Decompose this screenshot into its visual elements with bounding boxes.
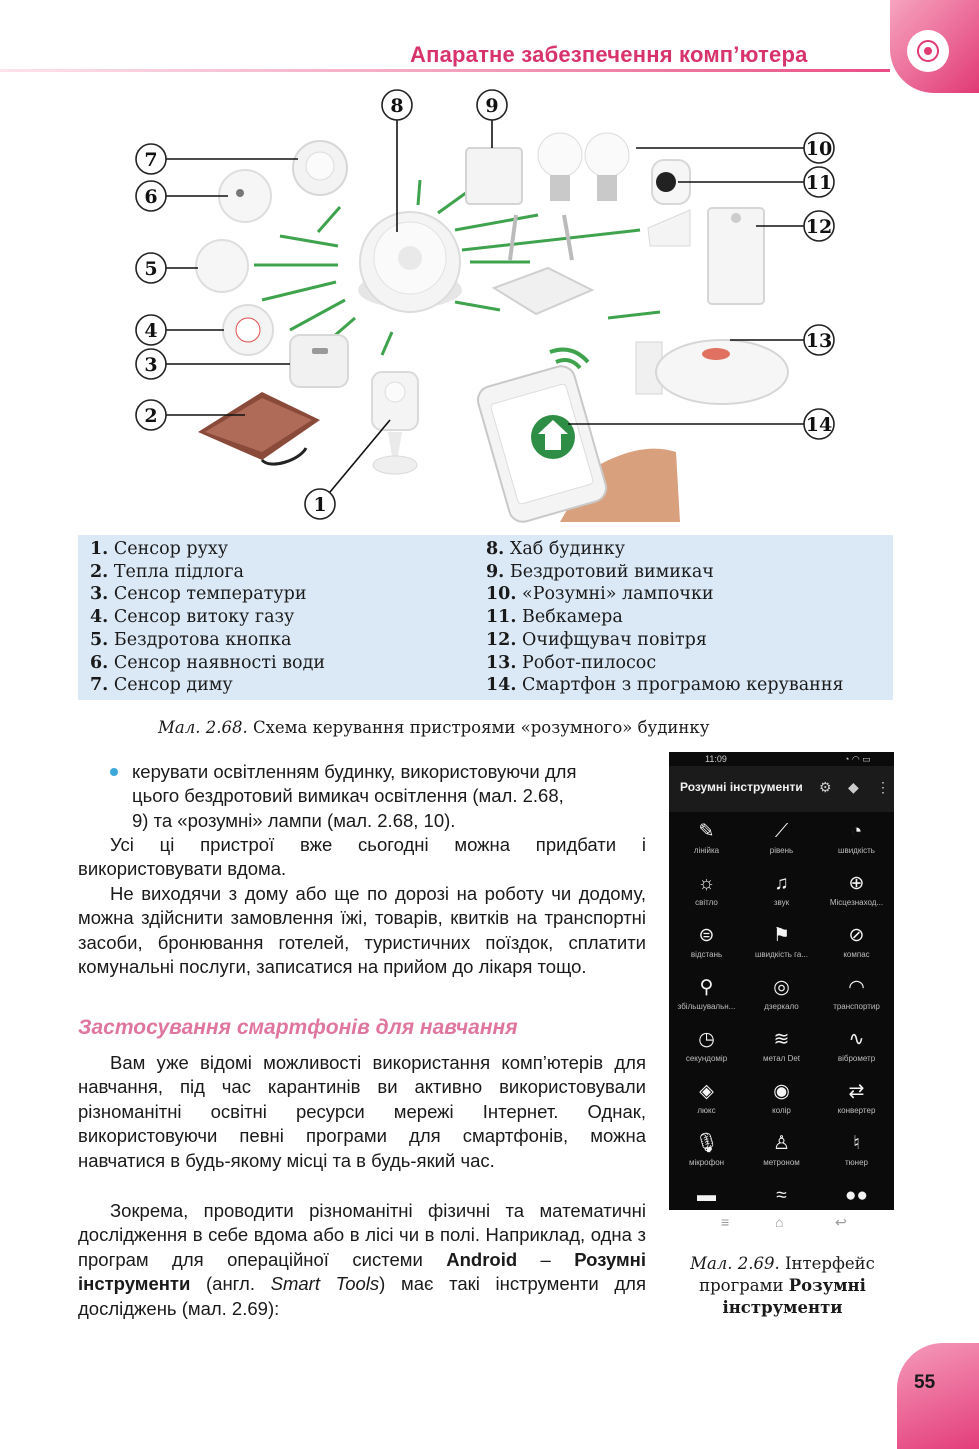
speedometer-icon: ◔ bbox=[850, 821, 863, 842]
tool-magnifier[interactable]: ⚲ збільшувальн... bbox=[669, 970, 744, 1022]
callout-13-label: 13 bbox=[805, 330, 833, 352]
tool-microphone[interactable]: 🎙 мікрофон bbox=[669, 1126, 744, 1178]
tool-compass[interactable]: ⊘ компас bbox=[819, 918, 894, 970]
bullet-paragraph: керувати освітленням будинку, використовуючи для цього бездротовий вимикач освітлення (мал. 2.68, 9) та «розумні» лампи (мал. 2.68, 10). bbox=[132, 761, 577, 831]
mirror-icon: ◎ bbox=[773, 977, 790, 998]
legend-item: 9. Бездротовий вимикач bbox=[486, 561, 714, 582]
device-air-purifier bbox=[708, 208, 764, 304]
bullet-icon bbox=[110, 768, 118, 776]
legend-right-column bbox=[486, 538, 844, 697]
legend-item: 3. Сенсор температури bbox=[90, 584, 307, 605]
callout-5 bbox=[136, 253, 166, 283]
device-router bbox=[494, 215, 592, 314]
app-bar bbox=[669, 766, 894, 812]
phone-nav-bar bbox=[669, 1212, 894, 1234]
paragraph-1: Усі ці пристрої вже сьогодні можна придбати і використовувати вдома. bbox=[78, 834, 646, 880]
level-icon: ⟋ bbox=[774, 821, 789, 842]
tool-tuner[interactable]: ♮ тюнер bbox=[819, 1126, 894, 1178]
device-warm-floor bbox=[198, 392, 320, 464]
diagram-legend bbox=[78, 535, 893, 700]
callout-9 bbox=[477, 90, 507, 120]
callout-6 bbox=[136, 181, 166, 211]
navigate-icon[interactable]: ◆ bbox=[848, 779, 859, 795]
callout-1 bbox=[305, 489, 335, 519]
tool-distance[interactable]: ⊜ відстань bbox=[669, 918, 744, 970]
location-icon: ⊕ bbox=[848, 873, 865, 894]
device-wireless-switch bbox=[466, 148, 522, 204]
binoculars-icon: ●● bbox=[845, 1185, 868, 1206]
smart-home-diagram bbox=[0, 80, 979, 530]
status-time: 11:09 bbox=[705, 754, 727, 764]
home-icon[interactable]: ⌂ bbox=[775, 1214, 784, 1230]
callout-4-label: 4 bbox=[144, 320, 158, 342]
status-bar bbox=[669, 752, 894, 766]
callout-7-label: 7 bbox=[144, 149, 158, 171]
callout-14 bbox=[804, 409, 834, 439]
tool-color[interactable]: ◉ колір bbox=[744, 1074, 819, 1126]
lux-icon: ◈ bbox=[699, 1081, 714, 1102]
sound-icon: ♫ bbox=[774, 873, 789, 894]
stopwatch-icon: ◷ bbox=[698, 1029, 715, 1050]
legend-item: 1. Сенсор руху bbox=[90, 539, 229, 559]
more-icon[interactable]: ⋮ bbox=[876, 779, 890, 795]
device-smoke-sensor bbox=[293, 141, 347, 195]
tool-lux[interactable]: ◈ люкс bbox=[669, 1074, 744, 1126]
flashlight-icon: ▬ bbox=[697, 1185, 716, 1206]
legend-item: 6. Сенсор наявності води bbox=[90, 652, 326, 673]
device-temperature-sensor bbox=[290, 335, 348, 387]
legend-item: 14. Смартфон з програмою керування bbox=[486, 675, 844, 696]
lightbulb-icon: ☼ bbox=[697, 873, 716, 894]
callout-3 bbox=[136, 349, 166, 379]
device-wireless-button bbox=[196, 240, 248, 292]
converter-icon: ⇄ bbox=[848, 1081, 865, 1102]
tool-light[interactable]: ☼ світло bbox=[669, 866, 744, 918]
tuner-icon: ♮ bbox=[853, 1133, 860, 1154]
callout-2-label: 2 bbox=[144, 405, 158, 427]
legend-item: 11. Вебкамера bbox=[486, 607, 623, 628]
callout-8 bbox=[382, 90, 412, 120]
menu-icon[interactable]: ≡ bbox=[721, 1214, 730, 1230]
callout-10 bbox=[804, 133, 834, 163]
header-rule bbox=[0, 69, 890, 72]
tool-speed-gun[interactable]: ⚑ швидкість га... bbox=[744, 918, 819, 970]
page-number-tab bbox=[897, 1343, 979, 1449]
callout-13 bbox=[804, 325, 834, 355]
callout-5-label: 5 bbox=[144, 258, 158, 280]
callout-12 bbox=[804, 211, 834, 241]
microphone-icon: 🎙 bbox=[694, 1133, 719, 1154]
legend-item: 10. «Розумні» лампочки bbox=[486, 584, 714, 605]
callout-1-label: 1 bbox=[313, 494, 327, 516]
metal-detector-icon: ≋ bbox=[773, 1029, 790, 1050]
metronome-icon: ♙ bbox=[772, 1133, 791, 1154]
callout-10-label: 10 bbox=[805, 138, 833, 160]
section-heading: Застосування смартфонів для навчання bbox=[78, 1016, 518, 1039]
tool-protractor[interactable]: ◠ транспортир bbox=[819, 970, 894, 1022]
back-icon[interactable]: ↩ bbox=[835, 1214, 847, 1230]
legend-left-column bbox=[90, 538, 325, 697]
tool-location[interactable]: ⊕ Місцезнаход... bbox=[819, 866, 894, 918]
callout-9-label: 9 bbox=[485, 95, 499, 117]
legend-item: 5. Бездротова кнопка bbox=[90, 629, 292, 650]
legend-item: 4. Сенсор витоку газу bbox=[90, 607, 295, 628]
tool-metronome[interactable]: ♙ метроном bbox=[744, 1126, 819, 1178]
figure-caption-2-68: Мал. 2.68. Схема керування пристроями «розумного» будинку bbox=[158, 718, 710, 737]
tool-sound[interactable]: ♫ звук bbox=[744, 866, 819, 918]
settings-icon[interactable]: ⚙ bbox=[819, 779, 832, 795]
tool-partial[interactable] bbox=[744, 1178, 819, 1210]
tool-metal-detector[interactable]: ≋ метал Det bbox=[744, 1022, 819, 1074]
legend-item: 2. Тепла підлога bbox=[90, 561, 244, 582]
distance-icon: ⊜ bbox=[698, 925, 715, 946]
app-title: Розумні інструменти bbox=[680, 780, 803, 794]
legend-item: 13. Робот-пилосос bbox=[486, 652, 657, 673]
tool-speed[interactable]: ◔ швидкість bbox=[819, 814, 894, 866]
protractor-icon: ◠ bbox=[848, 977, 865, 998]
device-hub bbox=[358, 212, 462, 312]
callout-7 bbox=[136, 144, 166, 174]
device-gas-sensor bbox=[223, 305, 273, 355]
tool-mirror[interactable]: ◎ дзеркало bbox=[744, 970, 819, 1022]
tool-ruler[interactable]: ✎ лінійка bbox=[669, 814, 744, 866]
color-icon: ◉ bbox=[773, 1081, 790, 1102]
wifi-icon: ≈ bbox=[776, 1185, 787, 1206]
device-webcam bbox=[648, 160, 690, 246]
callout-8-label: 8 bbox=[390, 95, 404, 117]
legend-item: 12. Очифщувач повітря bbox=[486, 629, 707, 650]
callout-11-label: 11 bbox=[805, 172, 833, 194]
tool-vibrometer[interactable]: ∿ віброметр bbox=[819, 1022, 894, 1074]
callout-2 bbox=[136, 400, 166, 430]
device-motion-sensor bbox=[372, 372, 418, 474]
paragraph-2: Не виходячи з дому або ще по дорозі на роботу чи додому, можна здійснити замовлення їжі, товарів, квитків на транспортні засоби, бронювання готелей, туристичних поїздок, сплатити комунальні послуги, записатися на прийом до лікаря тощо. bbox=[78, 883, 646, 978]
speed-gun-icon: ⚑ bbox=[772, 925, 791, 946]
tool-partial[interactable] bbox=[669, 1178, 744, 1210]
figure-caption-2-69: Мал. 2.69. Інтерфейс програми Розумні інструменти bbox=[690, 1254, 875, 1317]
ruler-icon: ✎ bbox=[698, 821, 715, 842]
tool-stopwatch[interactable]: ◷ секундомір bbox=[669, 1022, 744, 1074]
tool-level[interactable]: ⟋ рівень bbox=[744, 814, 819, 866]
device-smart-bulbs bbox=[538, 133, 629, 201]
status-icons: ◔ ◠ ▭ bbox=[844, 754, 871, 764]
legend-item: 7. Сенсор диму bbox=[90, 675, 233, 696]
callout-14-label: 14 bbox=[805, 414, 833, 436]
compass-icon: ⊘ bbox=[848, 925, 865, 946]
page-number: 55 bbox=[914, 1372, 936, 1393]
callout-4 bbox=[136, 315, 166, 345]
callout-6-label: 6 bbox=[144, 186, 158, 208]
callout-12-label: 12 bbox=[805, 216, 833, 238]
paragraph-3: Вам уже відомі можливості використання комп’ютерів для навчання, під час карантинів ви активно використовували різноманітні освітні ресурси мережі Інтернет. Однак, використовуючи певні програми для смартфонів, можна навчатися в будь-якому місці та в будь-який час. bbox=[78, 1052, 646, 1171]
magnifier-icon: ⚲ bbox=[699, 977, 714, 998]
tool-partial[interactable] bbox=[819, 1178, 894, 1210]
tool-converter[interactable]: ⇄ конвертер bbox=[819, 1074, 894, 1126]
running-header-title: Апаратне забезпечення комп’ютера bbox=[410, 42, 808, 67]
paragraph-4: Зокрема, проводити різноманітні фізичні та математичні дослідження в себе вдома або в лісі чи в полі. Наприклад, одна з програм для операційної системи Android – Розумні інструменти (англ. Smart Tools) має такі інструменти для досліджень (мал. 2.69): bbox=[78, 1200, 646, 1319]
legend-item: 8. Хаб будинку bbox=[486, 539, 626, 559]
vibrometer-icon: ∿ bbox=[848, 1029, 865, 1050]
callout-3-label: 3 bbox=[144, 354, 158, 376]
callout-11 bbox=[804, 167, 834, 197]
disc-icon-center bbox=[924, 47, 932, 55]
device-robot-vacuum bbox=[636, 340, 788, 404]
smart-tools-screenshot bbox=[669, 752, 894, 1210]
